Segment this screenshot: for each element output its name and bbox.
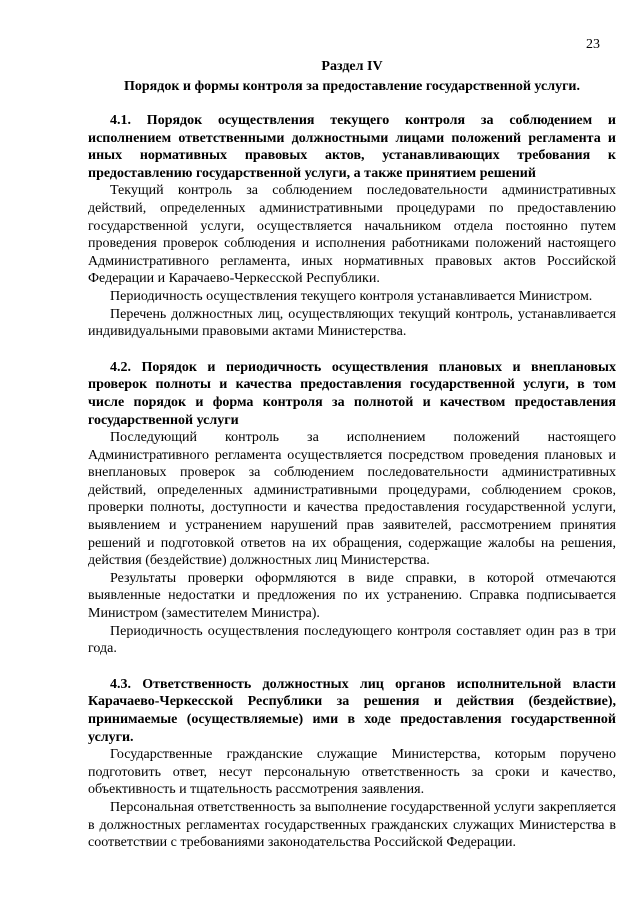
spacer xyxy=(88,658,616,676)
subsection-heading: 4.2. Порядок и периодичность осуществления плановых и внеплановых проверок полноты и качества предоставления государственной услуги, в том числе порядок и форма контроля за полнотой и качеством предоставления государственной услуги xyxy=(88,359,616,428)
paragraph: Текущий контроль за соблюдением последовательности административных действий, определенных административными процедурами по предоставлению государственной услуги, осуществляется начальником отдела постоянно путем проведения проверок соблюдения и исполнения работниками положений настоящего Административного регламента, иных нормативных правовых актов Российской Федерации и Карачаево-Черкесской Республики. xyxy=(88,183,616,287)
subsection-4-3 xyxy=(88,676,616,852)
subsection-4-1 xyxy=(88,112,616,341)
paragraph: Результаты проверки оформляются в виде справки, в которой отмечаются выявленные недостатки и предложения по их устранению. Справка подписывается Министром (заместителем Министра). xyxy=(88,570,616,622)
paragraph: Периодичность осуществления последующего контроля составляет один раз в три года. xyxy=(88,623,616,657)
subsection-heading: 4.3. Ответственность должностных лиц органов исполнительной власти Карачаево-Черкесской Республики за решения и действия (бездействие), принимаемые (осуществляемые) ими в ходе предоставления государственной услуги. xyxy=(88,676,616,745)
spacer xyxy=(88,341,616,359)
paragraph: Государственные гражданские служащие Министерства, которым поручено подготовить ответ, несут персональную ответственность за сроки и качество, объективность и тщательность рассмотрения заявления. xyxy=(88,747,616,798)
paragraph: Последующий контроль за исполнением положений настоящего Административного регламента осуществляется посредством проведения плановых и внеплановых проверок за соблюдением последовательности административных действий, определенных административными процедурами, соблюдением сроков, проверки полноты, доступности и качества предоставления государственной услуги, выявлением и устранением нарушений прав заявителей, рассмотрением принятия решений и подготовкой ответов на их обращения, содержащие жалобы на решения, действия (бездействие) должностных лиц Министерства. xyxy=(88,430,616,569)
paragraph: Персональная ответственность за выполнение государственной услуги закрепляется в должностных регламентах государственных гражданских служащих Министерства в соответствии с требованиями законодательства Российской Федерации. xyxy=(88,799,616,851)
subsection-heading: 4.1. Порядок осуществления текущего контроля за соблюдением и исполнением ответственными должностными лицами положений регламента и иных нормативных правовых актов, устанавливающих требования к предоставлению государственной услуги, а также принятием решений xyxy=(88,113,616,181)
subsection-4-2 xyxy=(88,359,616,658)
section-subtitle: Порядок и формы контроля за предоставление государственной услуги. xyxy=(123,79,580,94)
document-body xyxy=(88,58,616,852)
paragraph: Периодичность осуществления текущего контроля устанавливается Министром. xyxy=(110,288,593,304)
section-title: Раздел IV xyxy=(321,59,383,74)
paragraph: Перечень должностных лиц, осуществляющих текущий контроль, устанавливается индивидуальными правовыми актами Министерства. xyxy=(88,306,616,340)
page-number: 23 xyxy=(586,37,600,52)
